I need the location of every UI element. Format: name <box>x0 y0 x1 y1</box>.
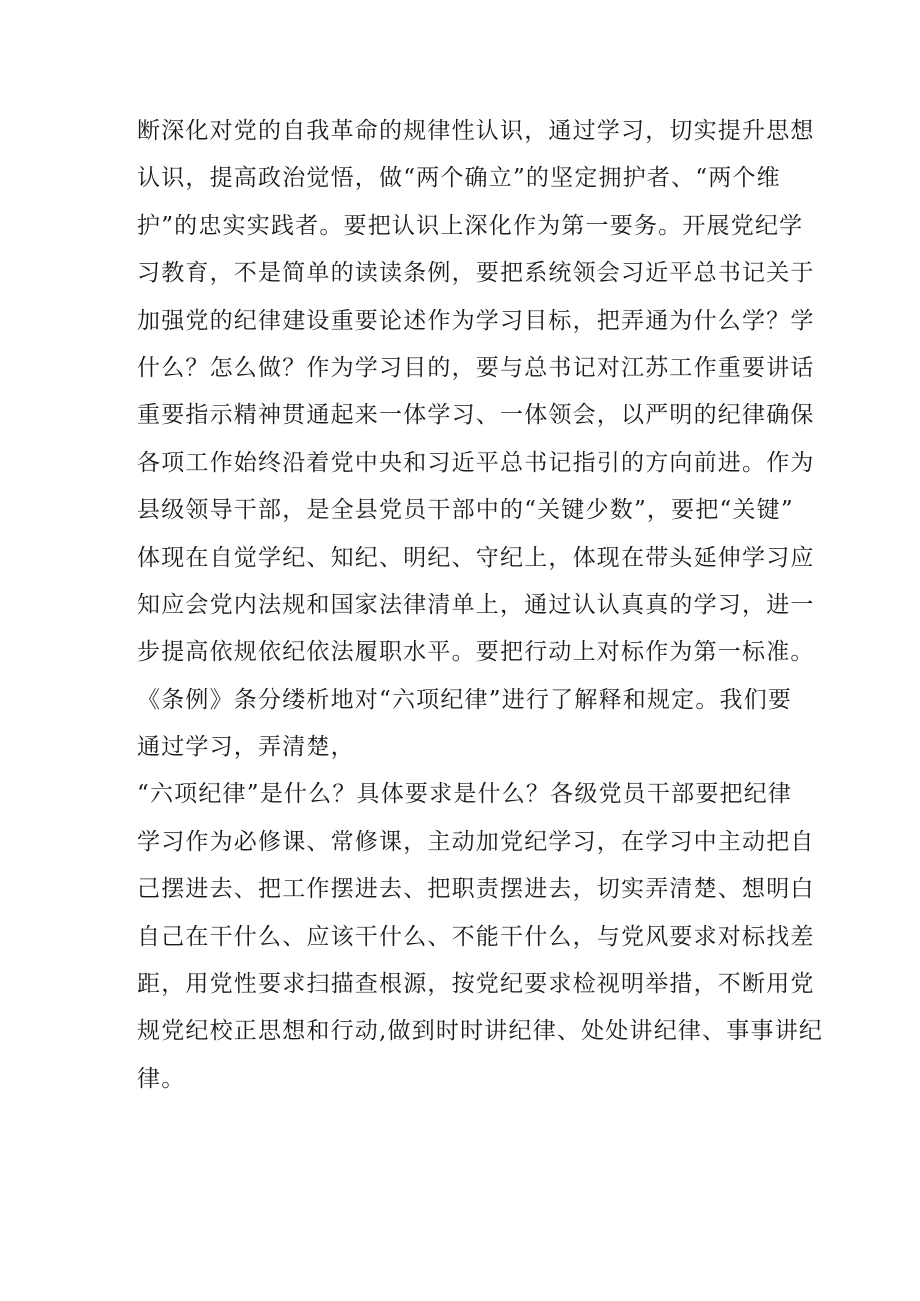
text-line: 步提高依规依纪依法履职水平。要把行动上对标作为第一标准。 <box>137 639 815 666</box>
text-line: 各项工作始终沿着党中央和习近平总书记指引的方向前进。作为 <box>137 449 815 476</box>
text-line: 学习作为必修课、常修课，主动加党纪学习，在学习中主动把自 <box>137 828 815 855</box>
text-line: 律。 <box>137 1065 186 1092</box>
text-line: “六项纪律”是什么？具体要求是什么？各级党员干部要把纪律 <box>137 781 793 808</box>
text-line: 己摆进去、把工作摆进去、把职责摆进去，切实弄清楚、想明白 <box>137 876 815 903</box>
text-line: 习教育，不是简单的读读条例，要把系统领会习近平总书记关于 <box>137 260 815 287</box>
text-line: 通过学习，弄清楚， <box>137 734 355 761</box>
text-line: 《条例》条分缕析地对“六项纪律”进行了解释和规定。我们要 <box>137 686 793 713</box>
body-text <box>137 108 824 1103</box>
text-line: 重要指示精神贯通起来一体学习、一体领会，以严明的纪律确保 <box>137 402 815 429</box>
text-line: 县级领导干部，是全县党员干部中的“关键少数”，要把“关键” <box>137 497 794 524</box>
text-line: 认识，提高政治觉悟，做“两个确立”的坚定拥护者、“两个维 <box>137 165 781 192</box>
text-line: 什么？怎么做？作为学习目的，要与总书记对江苏工作重要讲话 <box>137 354 815 381</box>
text-line: 护”的忠实实践者。要把认识上深化作为第一要务。开展党纪学 <box>137 212 804 239</box>
text-line: 距，用党性要求扫描查根源，按党纪要求检视明举措，不断用党 <box>137 971 815 998</box>
text-line: 体现在自觉学纪、知纪、明纪、守纪上，体现在带头延伸学习应 <box>137 544 815 571</box>
text-line: 知应会党内法规和国家法律清单上，通过认认真真的学习，进一 <box>137 591 815 618</box>
text-line: 加强党的纪律建设重要论述作为学习目标，把弄通为什么学？学 <box>137 307 815 334</box>
text-line: 自己在干什么、应该干什么、不能干什么，与党风要求对标找差 <box>137 923 815 950</box>
text-line: 规党纪校正思想和行动,做到时时讲纪律、处处讲纪律、事事讲纪 <box>137 1018 824 1045</box>
text-line: 断深化对党的自我革命的规律性认识，通过学习，切实提升思想 <box>137 118 815 144</box>
